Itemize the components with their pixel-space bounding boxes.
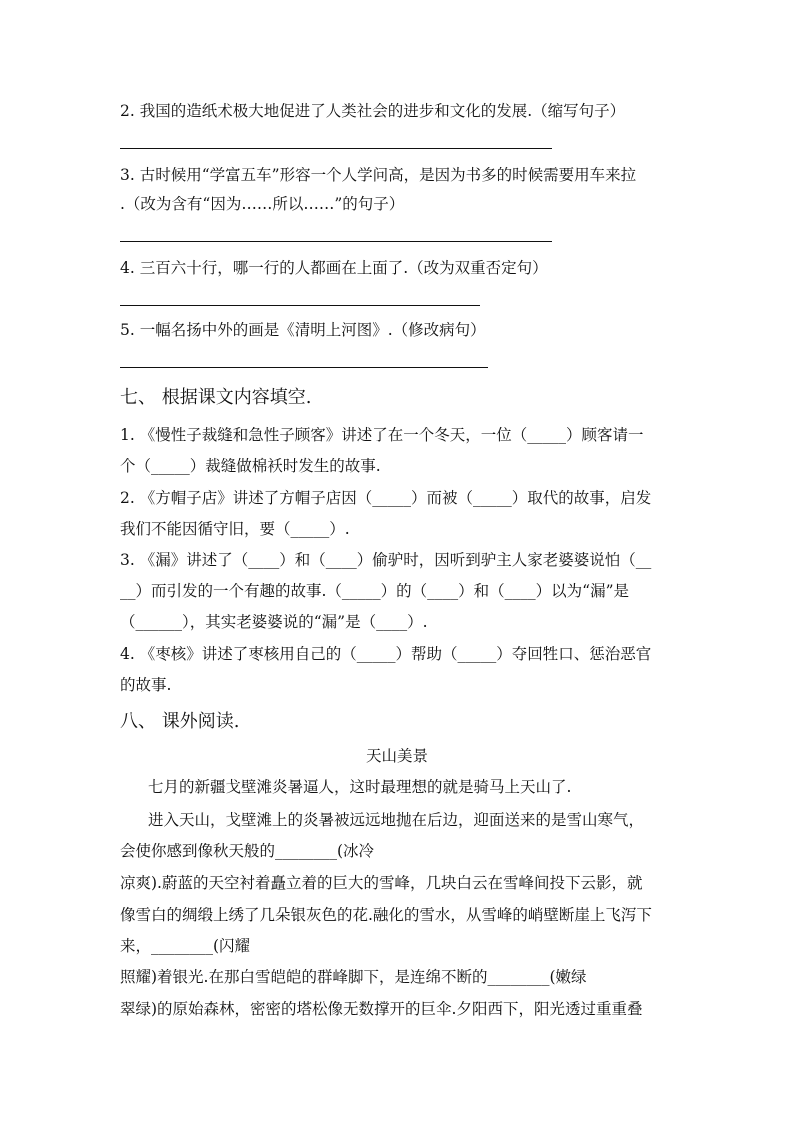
answer-line-6-3 xyxy=(120,241,552,242)
question-6-3-line-2: .（改为含有“因为……所以……”的句子） xyxy=(120,195,405,213)
section-7-line: 4. 《枣核》讲述了枣核用自己的（_____）帮助（_____）夺回牲口、惩治恶官 xyxy=(120,645,652,663)
section-7-heading: 七、 根据课文内容填空. xyxy=(120,387,312,408)
section-7-line: __）而引发的一个有趣的故事.（_____）的（____）和（____）以为“漏”是 xyxy=(120,582,630,600)
answer-line-6-2 xyxy=(120,148,552,149)
question-6-5: 5. 一幅名扬中外的画是《清明上河图》.（修改病句） xyxy=(120,321,486,339)
section-7-line: （______），其实老婆婆说的“漏”是（____）. xyxy=(120,613,428,631)
section-7-line: 个（_____）裁缝做棉袄时发生的故事. xyxy=(120,457,381,475)
passage-line: 进入天山，戈壁滩上的炎暑被远远地抛在后边，迎面送来的是雪山寒气， xyxy=(148,811,645,829)
question-6-3-line-1: 3. 古时候用“学富五车”形容一个人学问高，是因为书多的时候需要用车来拉 xyxy=(120,166,637,184)
section-8-heading: 八、 课外阅读. xyxy=(120,711,240,732)
section-7-line: 3. 《漏》讲述了（____）和（____）偷驴时，因听到驴主人家老婆婆说怕（__ xyxy=(120,551,652,569)
question-6-4: 4. 三百六十行，哪一行的人都画在上面了.（改为双重否定句） xyxy=(120,259,548,277)
answer-line-6-5 xyxy=(120,367,488,368)
passage-line: 凉爽).蔚蓝的天空衬着矗立着的巨大的雪峰，几块白云在雪峰间投下云影，就 xyxy=(120,874,643,892)
passage-line: 会使你感到像秋天般的________(冰冷 xyxy=(120,842,375,860)
passage-line: 来，________(闪耀 xyxy=(120,937,251,955)
passage-title: 天山美景 xyxy=(365,747,428,765)
passage-line: 七月的新疆戈壁滩炎暑逼人，这时最理想的就是骑马上天山了. xyxy=(148,778,572,796)
section-7-line: 的故事. xyxy=(120,676,172,694)
section-7-line: 1. 《慢性子裁缝和急性子顾客》讲述了在一个冬天，一位（_____）顾客请一 xyxy=(120,426,644,444)
section-7-line: 我们不能因循守旧，要（_____）. xyxy=(120,520,350,538)
passage-line: 照耀)着银光.在那白雪皑皑的群峰脚下，是连绵不断的________(嫩绿 xyxy=(120,968,587,986)
passage-line: 像雪白的绸缎上绣了几朵银灰色的花.融化的雪水，从雪峰的峭壁断崖上飞泻下 xyxy=(120,906,652,924)
section-7-line: 2. 《方帽子店》讲述了方帽子店因（_____）而被（_____）取代的故事，启发 xyxy=(120,489,652,507)
passage-line: 翠绿)的原始森林，密密的塔松像无数撑开的巨伞.夕阳西下，阳光透过重重叠 xyxy=(120,1000,643,1018)
answer-line-6-4 xyxy=(120,305,480,306)
question-6-2: 2. 我国的造纸术极大地促进了人类社会的进步和文化的发展.（缩写句子） xyxy=(120,102,626,120)
